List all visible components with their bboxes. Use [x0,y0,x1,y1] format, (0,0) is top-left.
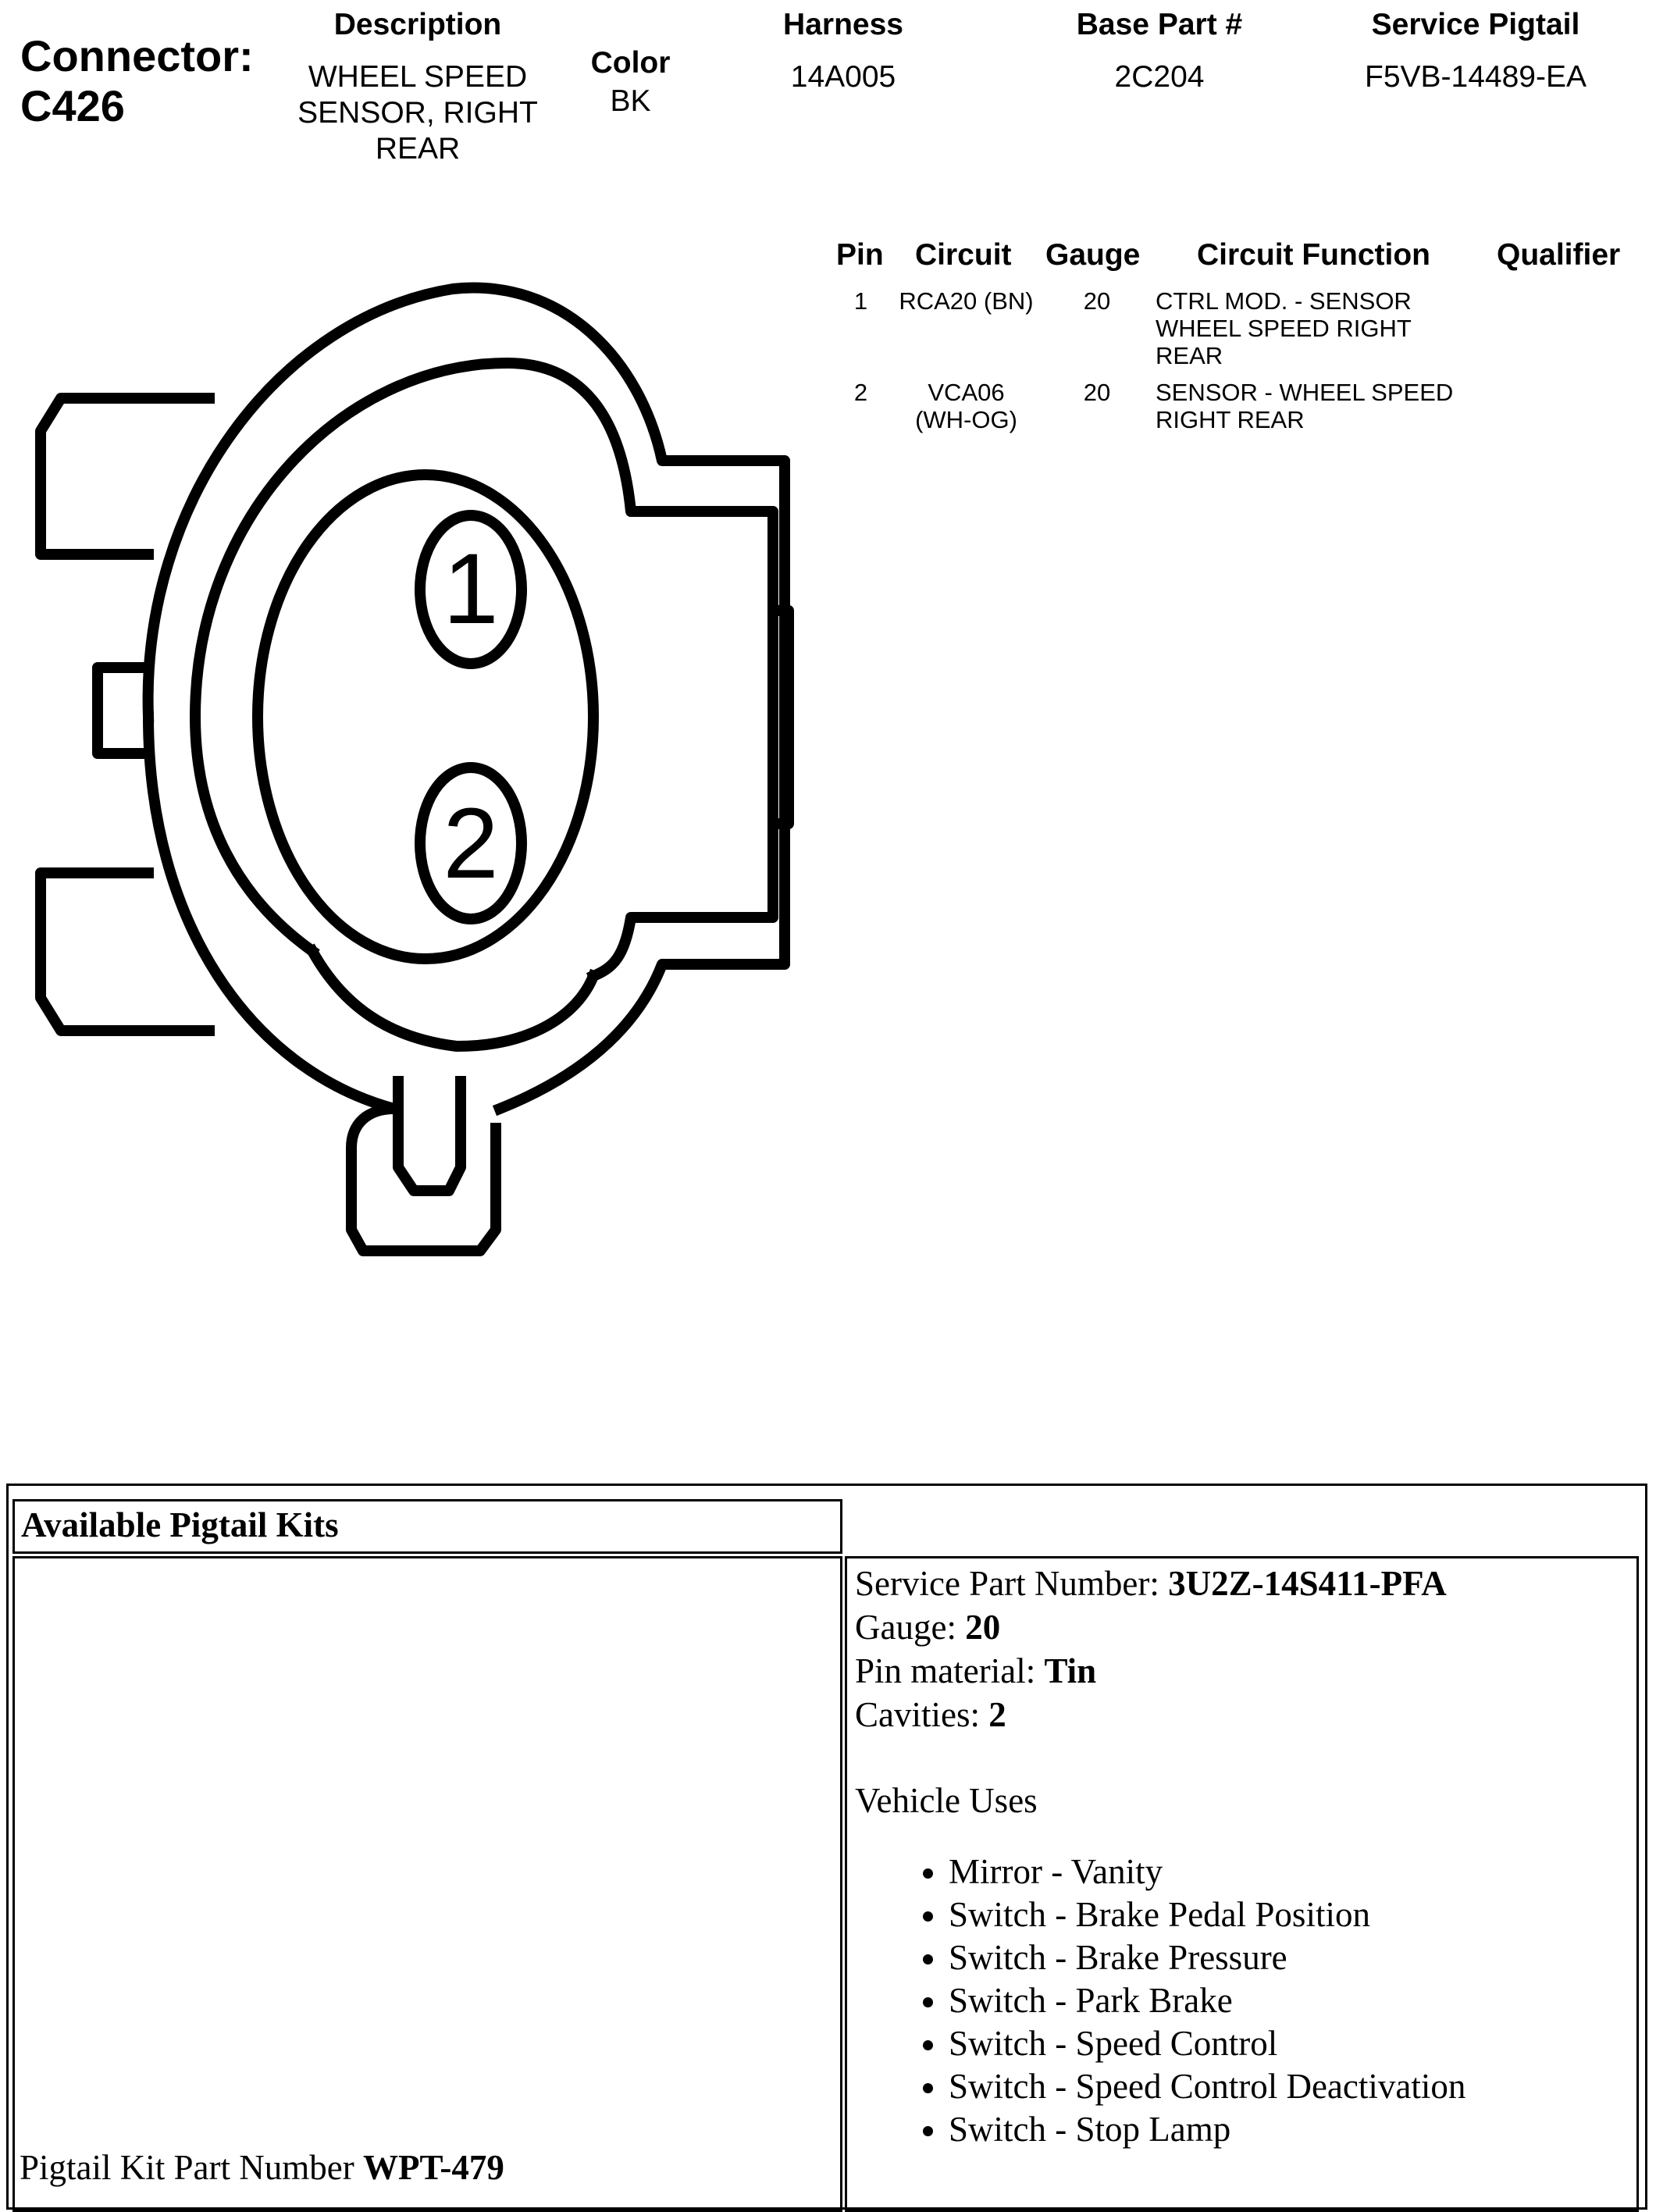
service-pigtail-column [1327,6,1624,95]
pin-function-line: WHEEL SPEED RIGHT [1156,315,1412,342]
outer-shell-top [148,288,785,1109]
pin-material-label: Pin material: [855,1651,1045,1690]
vehicle-uses-label: Vehicle Uses [855,1781,1038,1820]
pin-circuit-function [1156,287,1468,369]
terminal-stem [351,1109,496,1251]
service-part-value: 3U2Z-14S411-PFA [1168,1564,1447,1603]
kit-part-label: Pigtail Kit Part Number [20,2148,363,2187]
color-label: Color [590,46,671,80]
pin-function-line: RIGHT REAR [1156,406,1305,433]
pigtail-kits-title-cell [12,1499,842,1554]
service-pigtail-label: Service Pigtail [1371,8,1580,41]
pigtail-kit-details [855,1562,1465,2151]
pin-cavity-1-label: 1 [443,533,499,645]
vehicle-use-item: • Switch - Park Brake [949,1979,1465,2022]
description-value [277,59,558,167]
gauge-line [855,1605,1465,1649]
connector-id: C426 [20,81,125,130]
vehicle-uses-list [855,1850,1465,2151]
pin-number: 2 [853,379,868,406]
connector-face-diagram [0,265,828,1281]
pin-material-line [855,1649,1465,1693]
pin-circuit [890,287,1042,315]
inner-shell-bottom [312,951,593,1046]
harness-column [734,6,953,95]
pin-gauge: 20 [1083,287,1111,315]
description-line: WHEEL SPEED [308,60,528,94]
description-label: Description [333,8,502,41]
gauge-column-header: Gauge [1045,238,1141,272]
kit-part-value: WPT-479 [362,2148,504,2187]
base-part-value: 2C204 [1114,60,1205,94]
function-column-header: Circuit Function [1197,238,1430,272]
pin-circuit [890,379,1042,433]
inner-stem-channel [398,1081,461,1191]
left-tab [98,668,144,753]
service-pigtail-value: F5VB-14489-EA [1365,60,1587,94]
pin-gauge: 20 [1083,379,1111,406]
harness-label: Harness [783,8,903,41]
description-column [277,6,558,167]
pin-function-line: REAR [1156,342,1223,369]
vehicle-use-item: • Switch - Brake Pressure [949,1936,1465,1979]
gauge-value: 20 [965,1608,1001,1647]
service-part-label: Service Part Number: [855,1564,1169,1603]
service-part-number [855,1562,1465,1605]
vehicle-use-item: • Switch - Speed Control Deactivation [949,2065,1465,2108]
pin-function-line: SENSOR - WHEEL SPEED [1156,379,1454,406]
cavities-value: 2 [988,1695,1006,1734]
vehicle-use-item: • Switch - Speed Control [949,2022,1465,2065]
pin-circuit-line: (WH-OG) [915,406,1017,433]
cavities-label: Cavities: [855,1695,989,1734]
connector-label: Connector: [20,31,254,80]
pigtail-kits-title: Available Pigtail Kits [21,1505,339,1544]
pigtail-kit-detail-cell [845,1556,1639,2212]
vehicle-use-item: • Mirror - Vanity [949,1850,1465,1893]
gauge-label: Gauge: [855,1608,966,1647]
pigtail-kit-left-cell [12,1556,842,2212]
pin-circuit-function [1156,379,1468,433]
description-line: SENSOR, RIGHT [297,96,538,130]
vehicle-use-item: • Switch - Stop Lamp [949,2108,1465,2151]
connector-heading [20,31,254,131]
base-part-label: Base Part # [1076,8,1243,41]
base-part-column [1038,6,1280,95]
color-column [570,45,691,119]
pin-column-header: Pin [836,238,884,272]
qualifier-column-header: Qualifier [1497,238,1621,272]
pin-circuit-line: VCA06 [928,379,1005,406]
pin-circuit-line: RCA20 (BN) [899,287,1034,315]
circuit-column-header: Circuit [915,238,1012,272]
harness-value: 14A005 [790,60,896,94]
pin-cavity-2-label: 2 [443,788,499,899]
pin-number: 1 [853,287,868,315]
cavities-line [855,1693,1465,1736]
kit-part-number [20,2146,504,2189]
description-line: REAR [375,132,461,166]
pin-function-line: CTRL MOD. - SENSOR [1156,287,1412,315]
color-value: BK [610,84,651,118]
pin-material-value: Tin [1044,1651,1097,1690]
vehicle-use-item: • Switch - Brake Pedal Position [949,1893,1465,1936]
